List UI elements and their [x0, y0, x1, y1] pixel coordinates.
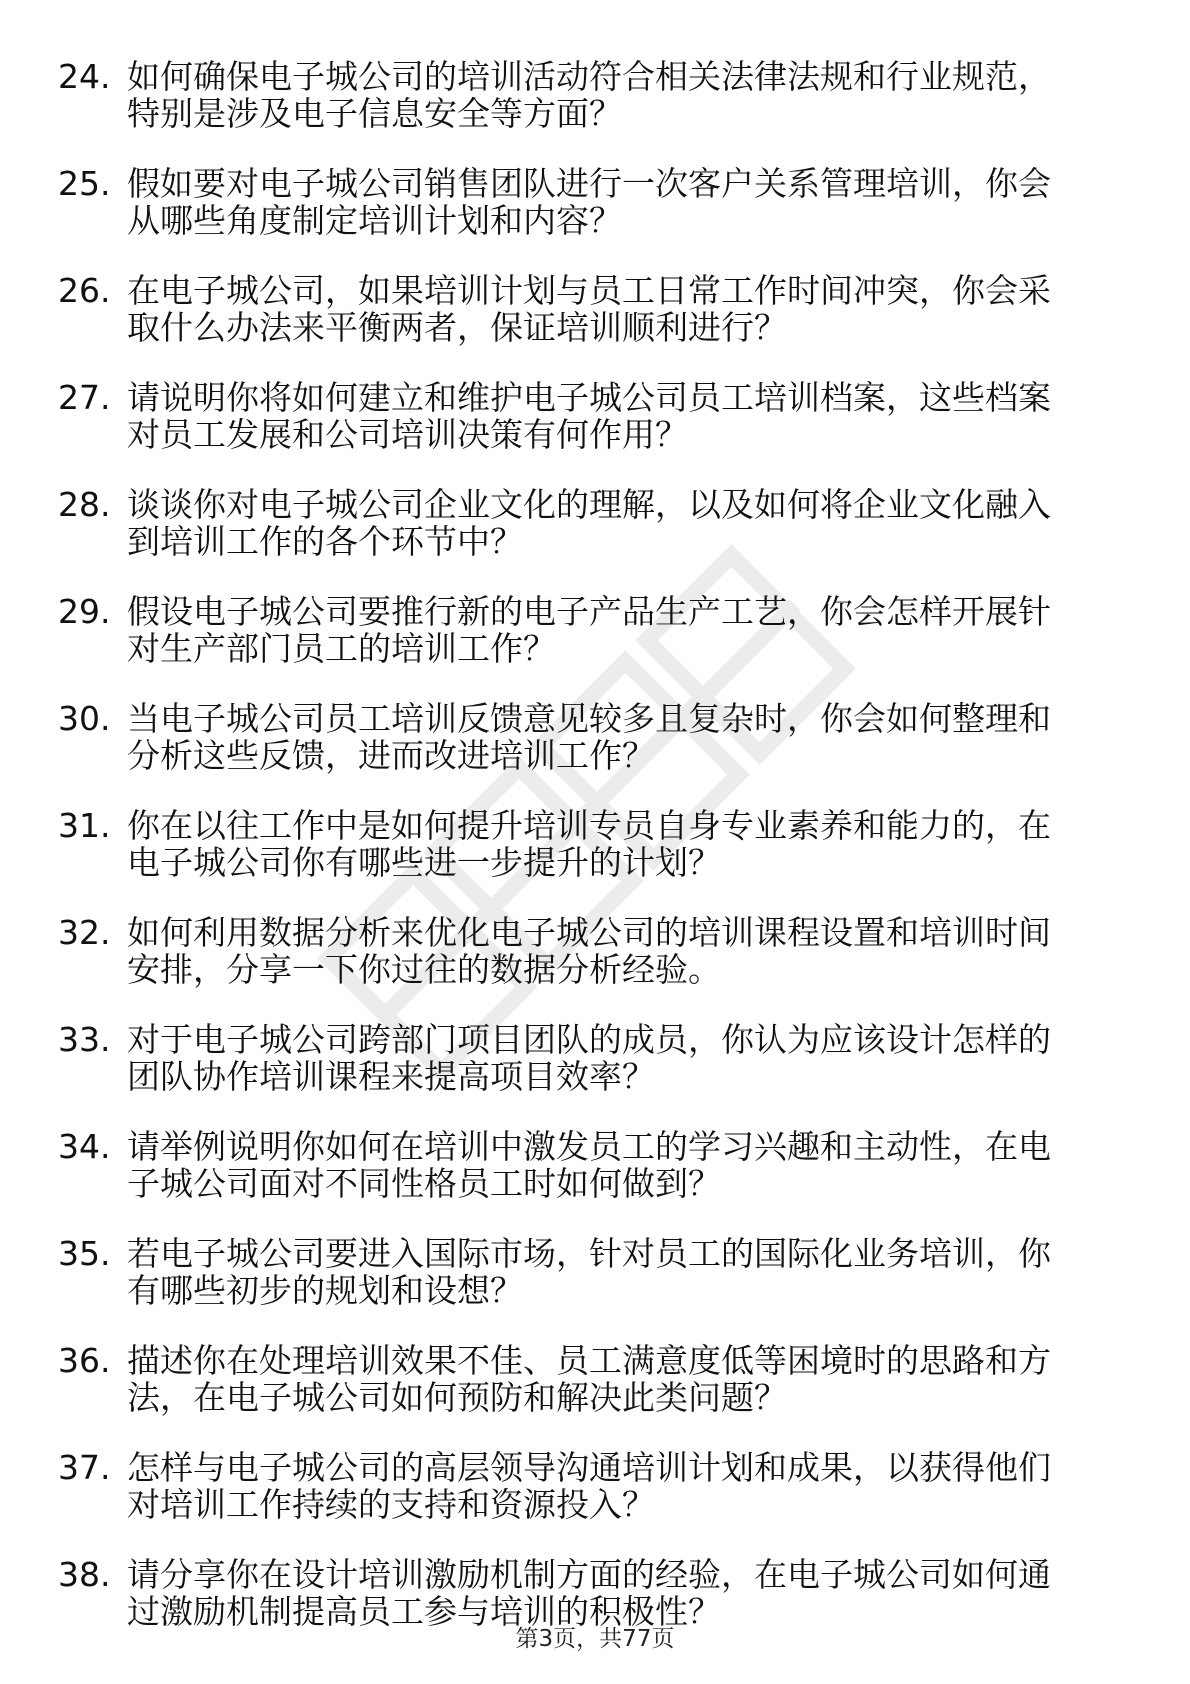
question-text-line: 分析这些反馈，进而改进培训工作？ — [127, 736, 655, 775]
question-text-line: 你在以往工作中是如何提升培训专员自身专业素养和能力的，在 — [127, 806, 1051, 845]
question-text-line: 对于电子城公司跨部门项目团队的成员，你认为应该设计怎样的 — [127, 1020, 1051, 1059]
question-text-line: 法，在电子城公司如何预防和解决此类问题？ — [127, 1378, 787, 1417]
question-text-line: 如何确保电子城公司的培训活动符合相关法律法规和行业规范， — [127, 57, 1051, 96]
question-number: 32. — [58, 913, 111, 952]
question-number: 38. — [58, 1555, 111, 1594]
question-text-line: 到培训工作的各个环节中？ — [127, 522, 523, 561]
question-item — [50, 1013, 1110, 1120]
question-text-line: 从哪些角度制定培训计划和内容？ — [127, 201, 622, 240]
question-text-line: 电子城公司你有哪些进一步提升的计划？ — [127, 843, 721, 882]
question-item — [50, 50, 1110, 157]
question-number: 36. — [58, 1341, 111, 1380]
question-list — [50, 50, 1110, 1655]
question-item — [50, 1441, 1110, 1548]
question-item — [50, 799, 1110, 906]
question-text-line: 安排，分享一下你过往的数据分析经验。 — [127, 950, 721, 989]
question-number: 37. — [58, 1448, 111, 1487]
question-text-line: 请分享你在设计培训激励机制方面的经验，在电子城公司如何通 — [127, 1555, 1051, 1594]
question-number: 35. — [58, 1234, 111, 1273]
question-text-line: 在电子城公司，如果培训计划与员工日常工作时间冲突，你会采 — [127, 271, 1051, 310]
question-text-line: 有哪些初步的规划和设想？ — [127, 1271, 523, 1310]
question-number: 27. — [58, 378, 111, 417]
question-text-line: 假如要对电子城公司销售团队进行一次客户关系管理培训，你会 — [127, 164, 1051, 203]
question-text-line: 描述你在处理培训效果不佳、员工满意度低等困境时的思路和方 — [127, 1341, 1051, 1380]
question-item — [50, 478, 1110, 585]
question-number: 33. — [58, 1020, 111, 1059]
page-number-footer: 第3页，共77页 — [515, 1626, 675, 1652]
question-item — [50, 585, 1110, 692]
question-number: 26. — [58, 271, 111, 310]
question-text-line: 子城公司面对不同性格员工时如何做到？ — [127, 1164, 721, 1203]
question-number: 24. — [58, 57, 111, 96]
question-item — [50, 1227, 1110, 1334]
question-text-line: 当电子城公司员工培训反馈意见较多且复杂时，你会如何整理和 — [127, 699, 1051, 738]
question-text-line: 请说明你将如何建立和维护电子城公司员工培训档案，这些档案 — [127, 378, 1051, 417]
question-text-line: 如何利用数据分析来优化电子城公司的培训课程设置和培训时间 — [127, 913, 1051, 952]
question-item — [50, 157, 1110, 264]
question-item — [50, 906, 1110, 1013]
question-item — [50, 371, 1110, 478]
question-text-line: 怎样与电子城公司的高层领导沟通培训计划和成果，以获得他们 — [127, 1448, 1051, 1487]
question-number: 34. — [58, 1127, 111, 1166]
question-number: 25. — [58, 164, 111, 203]
question-text-line: 请举例说明你如何在培训中激发员工的学习兴趣和主动性，在电 — [127, 1127, 1051, 1166]
question-item — [50, 1120, 1110, 1227]
question-text-line: 假设电子城公司要推行新的电子产品生产工艺，你会怎样开展针 — [127, 592, 1051, 631]
question-text-line: 特别是涉及电子信息安全等方面？ — [127, 94, 622, 133]
question-item — [50, 264, 1110, 371]
question-number: 31. — [58, 806, 111, 845]
question-text-line: 对员工发展和公司培训决策有何作用？ — [127, 415, 688, 454]
question-number: 28. — [58, 485, 111, 524]
question-text-line: 取什么办法来平衡两者，保证培训顺利进行？ — [127, 308, 787, 347]
question-item — [50, 692, 1110, 799]
question-text-line: 若电子城公司要进入国际市场，针对员工的国际化业务培训，你 — [127, 1234, 1051, 1273]
question-number: 30. — [58, 699, 111, 738]
question-number: 29. — [58, 592, 111, 631]
question-item — [50, 1334, 1110, 1441]
question-text-line: 过激励机制提高员工参与培训的积极性？ — [127, 1592, 721, 1631]
question-text-line: 对生产部门员工的培训工作？ — [127, 629, 556, 668]
question-text-line: 谈谈你对电子城公司企业文化的理解，以及如何将企业文化融入 — [127, 485, 1051, 524]
question-text-line: 对培训工作持续的支持和资源投入？ — [127, 1485, 655, 1524]
question-text-line: 团队协作培训课程来提高项目效率？ — [127, 1057, 655, 1096]
